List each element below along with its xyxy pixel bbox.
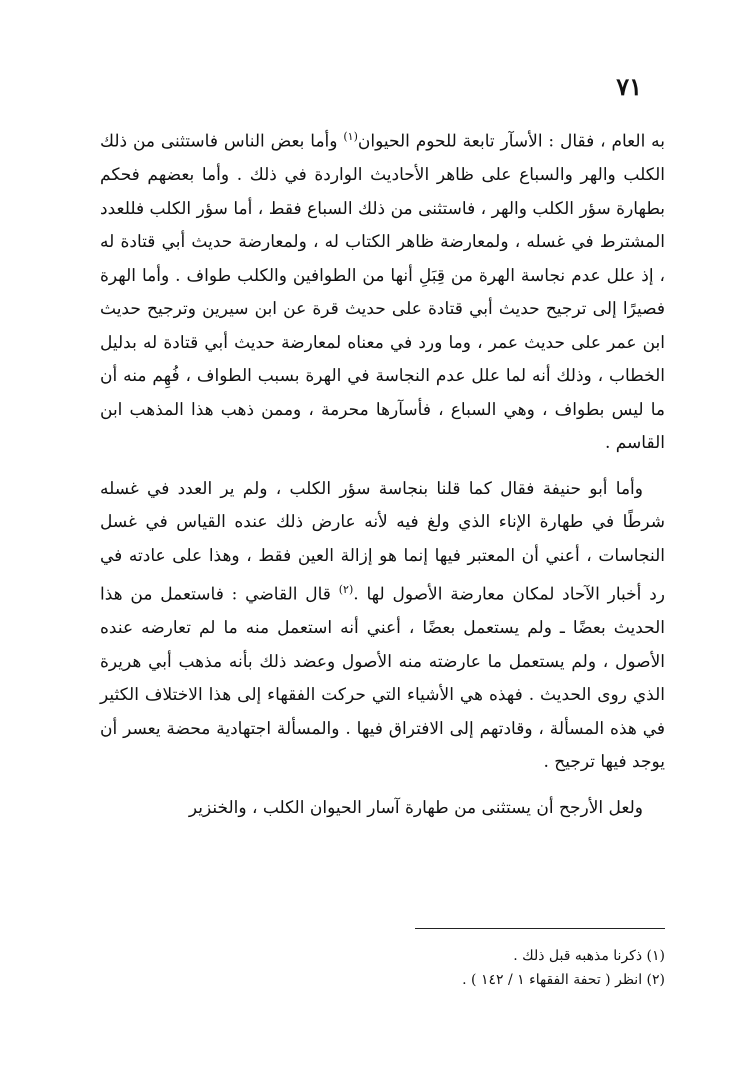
footnotes [105,944,665,992]
paragraph-3-text: ولعل الأرجح أن يستثنى من طهارة آسار الحيوان الكلب ، والخنزير [188,797,643,818]
paragraph-2 [100,473,665,780]
paragraph-2-text-b: قال القاضي : فاستعمل من هذا الحديث بعضًا ـ ولم يستعمل بعضًا ، أعني أنه استعمل منه ما لم تعارضه عنده الأصول ، ولم يستعمل ما عارضته منه الأصول وعضد ذلك بأنه مذهب أبي هريرة الذي روى الحديث . فهذه هي الأشياء التي حركت الفقهاء إلى هذا الاختلاف الكثير في هذه المسألة ، وقادتهم إلى الافتراق فيها . والمسألة اجتهادية محضة يعسر أن يوجد فيها ترجيح . [100,584,665,773]
paragraph-3 [100,792,665,826]
page-number: ٧١ [616,72,642,101]
footnote-marker-1: (١) [343,130,358,143]
footnote-marker-2: (٢) [338,583,354,597]
footnote-1: (١) ذكرنا مذهبه قبل ذلك . [513,948,665,964]
footnote-2: (٢) انظر ( تحفة الفقهاء ١ / ١٤٢ ) . [462,972,665,988]
paragraph-1-text-a: به العام ، فقال : الأسآر تابعة للحوم الحيوان [357,131,665,152]
paragraph-1-text-b: وأما بعض الناس فاستثنى من ذلك الكلب والهر والسباع على ظاهر الأحاديث الواردة في ذلك . وأما بعضهم فحكم بطهارة سؤر الكلب والهر ، فاستثنى من ذلك السباع فقط ، أما سؤر الكلب فللعدد المشترط في غسله ، ولمعارضة ظاهر الكتاب له ، ولمعارضة حديث أبي قتادة له ، إذ علل عدم نجاسة الهرة من قِبَلِ أنها من الطوافين والكلب طواف . وأما الهرة فصيرًا إلى ترجيح حديث أبي قتادة على حديث قرة عن ابن سيرين وترجيح حديث ابن عمر على حديث عمر ، وما ورد في معناه لمعارضة حديث أبي قتادة له بدليل الخطاب ، وذلك أنه لما علل عدم النجاسة في الهرة بسبب الطواف ، فُهِم منه أن ما ليس بطواف ، وهي السباع ، فأسآرها محرمة ، وممن ذهب هذا المذهب ابن القاسم . [100,131,665,454]
paragraph-2-text-a: وأما أبو حنيفة فقال كما قلنا بنجاسة سؤر الكلب ، ولم ير العدد في غسله شرطًا في طهارة الإناء الذي ولغ فيه لأنه عارض ذلك عنده القياس في غسل النجاسات ، أعني أن المعتبر فيها إنما هو إزالة العين فقط ، وهذا على عادته في رد أخبار الآحاد لمكان معارضة الأصول لها . [100,478,665,605]
footnote-divider [415,928,665,929]
main-text [100,120,665,837]
paragraph-1 [100,120,665,461]
